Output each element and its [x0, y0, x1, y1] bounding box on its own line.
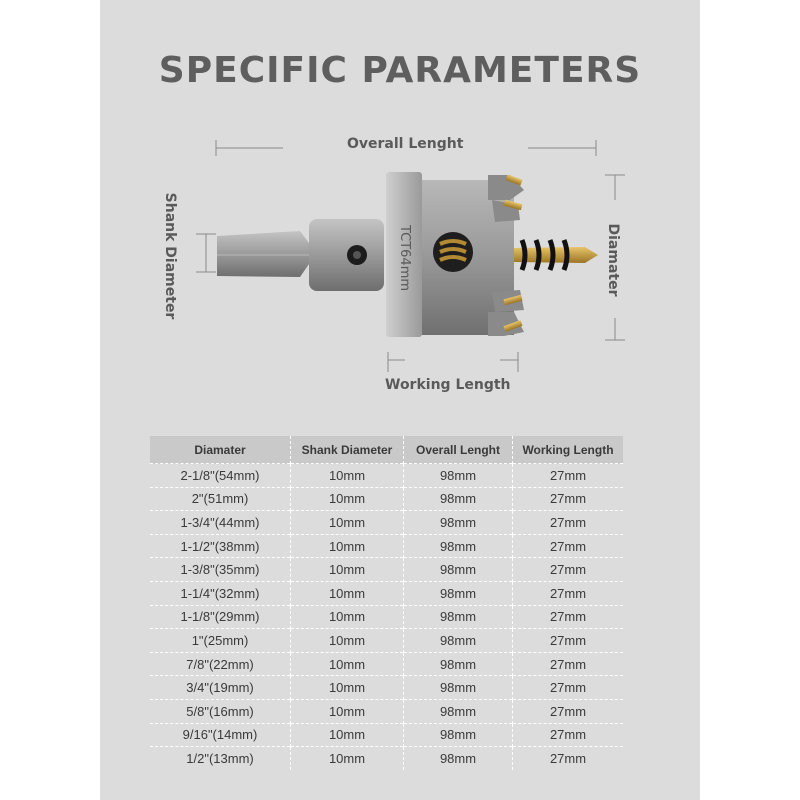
- table-cell: 10mm: [291, 464, 404, 488]
- table-cell: 3/4"(19mm): [150, 676, 291, 700]
- column-header: Diamater: [150, 436, 291, 464]
- table-cell: 1-1/8"(29mm): [150, 605, 291, 629]
- table-cell: 7/8"(22mm): [150, 652, 291, 676]
- hole-saw-diagram: [100, 0, 700, 400]
- column-header: Working Length: [513, 436, 624, 464]
- table-row: [150, 487, 623, 511]
- table-cell: 27mm: [513, 605, 624, 629]
- table-cell: 98mm: [404, 487, 513, 511]
- shank-diameter-label: Shank Diameter: [162, 192, 178, 320]
- table-cell: 98mm: [404, 605, 513, 629]
- table-cell: 98mm: [404, 699, 513, 723]
- table-cell: 2-1/8"(54mm): [150, 464, 291, 488]
- table-row: [150, 676, 623, 700]
- table-cell: 98mm: [404, 511, 513, 535]
- table-row: [150, 629, 623, 653]
- table-row: [150, 652, 623, 676]
- table-cell: 10mm: [291, 723, 404, 747]
- table-cell: 98mm: [404, 676, 513, 700]
- table-cell: 1-3/4"(44mm): [150, 511, 291, 535]
- table-cell: 27mm: [513, 747, 624, 770]
- table-cell: 10mm: [291, 558, 404, 582]
- table-cell: 10mm: [291, 747, 404, 770]
- table-row: [150, 723, 623, 747]
- table-cell: 27mm: [513, 464, 624, 488]
- table-cell: 10mm: [291, 487, 404, 511]
- table-cell: 27mm: [513, 652, 624, 676]
- table-row: [150, 581, 623, 605]
- table-cell: 10mm: [291, 511, 404, 535]
- table-cell: 98mm: [404, 723, 513, 747]
- table-cell: 10mm: [291, 652, 404, 676]
- pilot-drill-bit: [514, 240, 598, 270]
- table-cell: 10mm: [291, 581, 404, 605]
- table-cell: 1-3/8"(35mm): [150, 558, 291, 582]
- table-cell: 27mm: [513, 723, 624, 747]
- table-cell: 27mm: [513, 629, 624, 653]
- page-title: SPECIFIC PARAMETERS: [158, 50, 642, 91]
- table-cell: 10mm: [291, 629, 404, 653]
- table-cell: 5/8"(16mm): [150, 699, 291, 723]
- spec-panel: [100, 0, 700, 800]
- spec-table: [150, 436, 623, 770]
- table-body: [150, 464, 623, 770]
- overall-length-label: Overall Lenght: [347, 136, 464, 152]
- table-cell: 98mm: [404, 581, 513, 605]
- table-cell: 10mm: [291, 699, 404, 723]
- table-row: [150, 534, 623, 558]
- table-row: [150, 558, 623, 582]
- table-cell: 1-1/2"(38mm): [150, 534, 291, 558]
- table-cell: 27mm: [513, 699, 624, 723]
- table-cell: 9/16"(14mm): [150, 723, 291, 747]
- table-cell: 98mm: [404, 534, 513, 558]
- table-header-row: [150, 436, 623, 464]
- table-cell: 98mm: [404, 629, 513, 653]
- table-cell: 98mm: [404, 747, 513, 770]
- table-cell: 27mm: [513, 511, 624, 535]
- table-row: [150, 605, 623, 629]
- table-row: [150, 511, 623, 535]
- table-cell: 10mm: [291, 676, 404, 700]
- column-header: Shank Diameter: [291, 436, 404, 464]
- table-cell: 27mm: [513, 487, 624, 511]
- table-cell: 27mm: [513, 581, 624, 605]
- table-row: [150, 699, 623, 723]
- table-cell: 98mm: [404, 652, 513, 676]
- diameter-label: Diamater: [605, 223, 621, 297]
- working-length-label: Working Length: [385, 377, 511, 393]
- table-cell: 27mm: [513, 534, 624, 558]
- table-cell: 98mm: [404, 558, 513, 582]
- table-row: [150, 464, 623, 488]
- table-row: [150, 747, 623, 770]
- table-cell: 2"(51mm): [150, 487, 291, 511]
- table-cell: 98mm: [404, 464, 513, 488]
- column-header: Overall Lenght: [404, 436, 513, 464]
- table-cell: 1/2"(13mm): [150, 747, 291, 770]
- table-cell: 27mm: [513, 676, 624, 700]
- table-cell: 10mm: [291, 605, 404, 629]
- table-cell: 1-1/4"(32mm): [150, 581, 291, 605]
- collar: [309, 219, 384, 291]
- table-cell: 10mm: [291, 534, 404, 558]
- hex-shank: [217, 231, 309, 277]
- body-marking: TCT64mm: [397, 224, 412, 292]
- table-cell: 1"(25mm): [150, 629, 291, 653]
- table-cell: 27mm: [513, 558, 624, 582]
